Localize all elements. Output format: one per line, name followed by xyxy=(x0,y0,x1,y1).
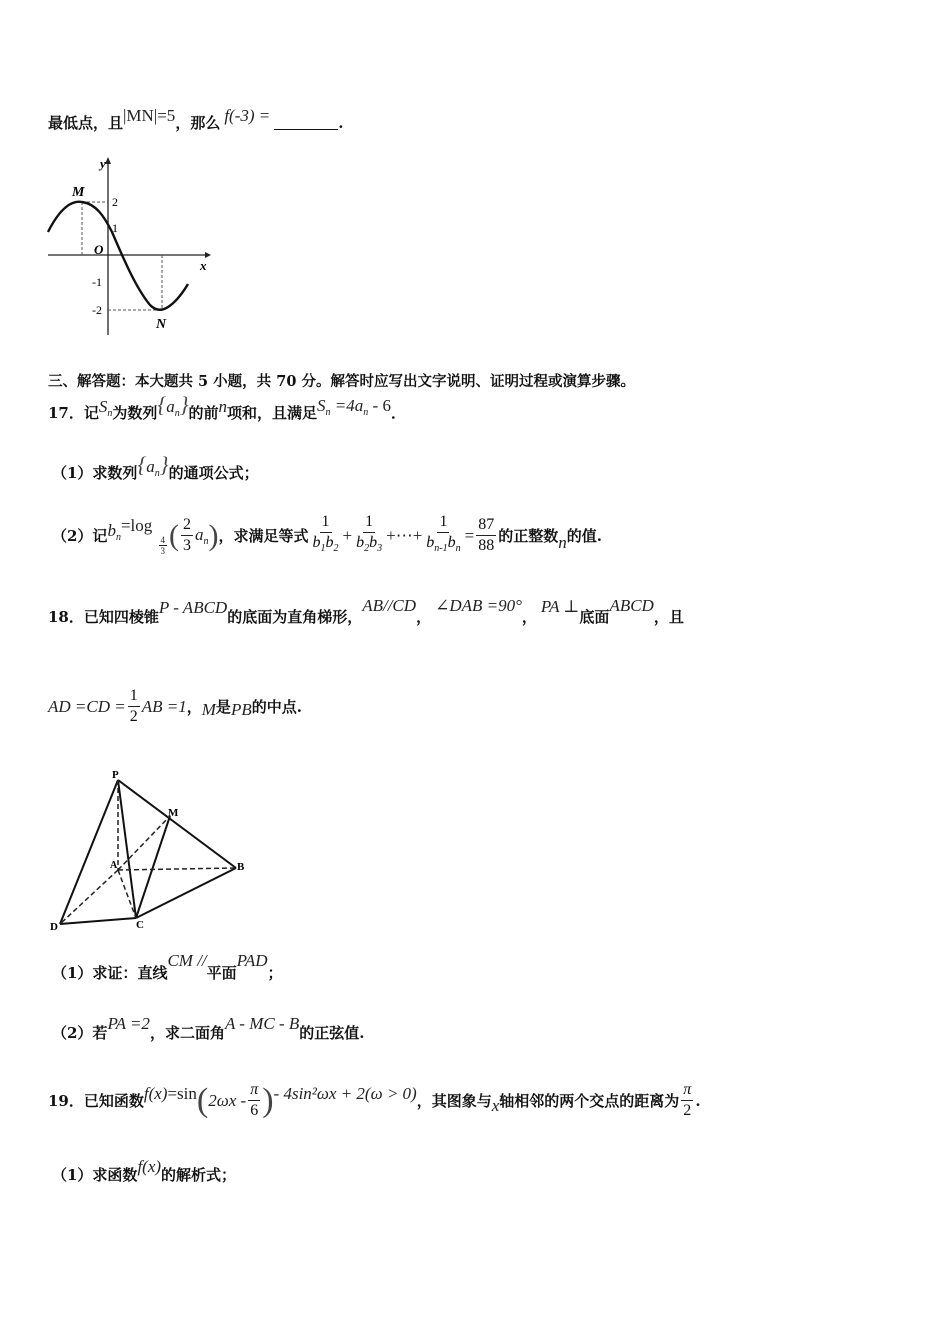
q17-a-sub: n xyxy=(174,408,180,419)
q17-eq xyxy=(317,396,391,418)
q17-eq-s-sub: n xyxy=(325,406,331,418)
x-label: x xyxy=(200,258,207,273)
q19-frac-pi2 xyxy=(681,1080,693,1121)
q18-ab: AB =1 xyxy=(141,696,187,716)
label-b: B xyxy=(237,861,245,873)
q18-perp: PA ⊥ xyxy=(540,596,580,616)
sine-graph xyxy=(40,150,220,345)
q17-p1-brace-l: { xyxy=(137,452,147,477)
q17-n-var: n xyxy=(218,396,228,416)
q18-half-den: 2 xyxy=(129,708,138,725)
q17-frac-b2b3 xyxy=(354,512,384,559)
q18-num: 18．已知四棱锥 xyxy=(48,608,159,626)
q17-log xyxy=(121,515,169,556)
q17-p2-text: ，求满足等式 xyxy=(218,527,309,545)
y-axis-arrow xyxy=(105,157,111,164)
q16-text-2: ，那么 xyxy=(175,114,221,132)
q17-b: b xyxy=(107,520,116,540)
q17-text-2: 的前 xyxy=(188,404,219,422)
q18-stem-2 xyxy=(48,686,302,727)
q17-log-base-num: 4 xyxy=(160,535,165,545)
q18-p1-label: （1）求证：直线 xyxy=(52,964,168,982)
q17-minus6: - 6 xyxy=(372,395,391,415)
q17-paren-r: ) xyxy=(208,518,219,552)
q17-end: ． xyxy=(390,404,406,422)
q19-x: x xyxy=(491,1095,500,1115)
q18-pb: PB xyxy=(230,699,252,719)
q19-p1-label: （1）求函数 xyxy=(52,1166,138,1184)
q17-f3-den: $b_{n-1}b_n$ xyxy=(426,534,461,554)
q17-brace-r: } xyxy=(179,392,189,417)
pyramid-figure xyxy=(44,766,264,936)
q17-eq-s: S xyxy=(317,395,326,415)
tick-2: 2 xyxy=(112,195,118,209)
q17-seq-an xyxy=(157,392,188,419)
q19-paren-l: ( xyxy=(196,1081,209,1119)
q17-f3-num: 1 xyxy=(437,512,449,533)
q17-stem xyxy=(48,392,406,423)
q18-pabcd: P - ABCD xyxy=(158,597,228,617)
q18-p1-mid: 平面 xyxy=(206,964,237,982)
edge-pd xyxy=(60,780,118,924)
q17-log-base xyxy=(159,535,168,556)
q18-half xyxy=(128,686,140,727)
q17-frac-bn1bn xyxy=(424,512,462,559)
q19-p1-fx: f(x) xyxy=(137,1156,162,1176)
q17-f1-den: $b_1b_2$ xyxy=(312,534,339,554)
q17-p2-n: n xyxy=(558,532,567,552)
q17-part2 xyxy=(52,512,602,559)
tick-minus1: -1 xyxy=(92,275,102,289)
q17-p2-label: （2）记 xyxy=(52,527,108,545)
label-m: M xyxy=(168,807,179,819)
q18-p1-end: ； xyxy=(267,964,283,982)
q17-paren-l: ( xyxy=(169,518,179,552)
q18-text-4: ， xyxy=(186,698,202,716)
q17-p2-text2: 的正整数 xyxy=(498,527,559,545)
q19-frac-pi6 xyxy=(248,1080,260,1121)
q17-p1-label: （1）求数列 xyxy=(52,464,138,482)
q18-text-3: ，且 xyxy=(653,608,684,626)
q19-p1-end: 的解析式； xyxy=(161,1166,237,1184)
point-n-label: N xyxy=(156,317,167,332)
q18-text-5: 是 xyxy=(215,698,231,716)
q18-text-2: 底面 xyxy=(579,608,610,626)
q18-comma-1: ， xyxy=(416,608,432,626)
q19-num: 19．已知函数 xyxy=(48,1092,144,1110)
q17-log-eq: =log xyxy=(120,516,153,535)
q16-continuation xyxy=(48,105,344,133)
q19-end: . xyxy=(695,1091,701,1110)
edge-ab xyxy=(118,868,236,870)
q17-plus: + xyxy=(342,525,353,545)
q17-p2-end: 的值. xyxy=(566,527,602,545)
q17-dots: +⋯+ xyxy=(386,525,423,545)
q19-pi: π xyxy=(248,1080,260,1101)
q19-pi2-num: π xyxy=(681,1080,693,1101)
q18-amcb: A - MC - B xyxy=(224,1013,300,1033)
q17-p1-a-sub: n xyxy=(154,468,160,479)
answer-blank xyxy=(274,115,338,130)
q18-m: M xyxy=(201,699,216,719)
q18-part1 xyxy=(52,950,283,983)
q17-an-in-log xyxy=(195,525,209,547)
q18-text-6: 的中点. xyxy=(251,698,302,716)
q18-part2 xyxy=(52,1013,365,1043)
q18-p2-end: 的正弦值. xyxy=(299,1024,365,1042)
q17-log-a-sub: n xyxy=(203,535,209,547)
sine-curve xyxy=(48,202,188,310)
q19-part1 xyxy=(52,1156,237,1185)
f-minus3-expression: f(-3) = xyxy=(224,105,271,125)
q18-half-num: 1 xyxy=(128,686,140,707)
q17-a: a xyxy=(166,397,175,416)
q17-log-base-den: 3 xyxy=(160,546,165,556)
q19-text-2: 轴相邻的两个交点的距离为 xyxy=(499,1092,680,1110)
q19-rest: - 4sin²ωx + 2(ω > 0) xyxy=(273,1083,417,1103)
q17-f87: 87 xyxy=(476,515,496,536)
point-m-label: M xyxy=(72,185,85,200)
q17-brace-l: { xyxy=(157,392,167,417)
section3-heading: 三、解答题：本大题共 5 小题，共 70 分。解答时应写出文字说明、证明过程或演算步骤。 xyxy=(48,373,635,390)
q19-eq-sin: =sin xyxy=(167,1083,197,1103)
tick-1: 1 xyxy=(112,221,118,235)
q18-parallel: AB//CD xyxy=(362,595,417,615)
q17-eq-a-sub: n xyxy=(363,406,369,418)
q18-pad: PAD xyxy=(236,950,268,970)
q19-pi2-den: 2 xyxy=(683,1102,692,1119)
q18-abcd: ABCD xyxy=(609,595,654,615)
q17-text-3: 项和，且满足 xyxy=(227,404,318,422)
label-p: P xyxy=(112,769,119,781)
q17-f2-num: 1 xyxy=(363,512,375,533)
q18-cm: CM // xyxy=(167,950,207,970)
edge-pb xyxy=(118,780,236,868)
mn-expression: |MN|=5 xyxy=(123,105,176,125)
q18-ad-cd: AD =CD = xyxy=(48,696,126,716)
label-c: C xyxy=(136,919,144,931)
q17-text-1: 为数列 xyxy=(112,404,158,422)
edge-ad xyxy=(60,870,118,924)
q18-pa2: PA =2 xyxy=(107,1013,150,1033)
q17-p1-seq xyxy=(137,452,168,479)
q17-eq-sign: = xyxy=(464,525,475,545)
q17-p1-brace-r: } xyxy=(159,452,169,477)
q18-p2-mid: ，求二面角 xyxy=(149,1024,225,1042)
q19-text-1: ，其图象与 xyxy=(416,1092,492,1110)
q17-sn xyxy=(99,397,113,419)
origin-label: O xyxy=(94,242,104,257)
q17-frac-87-88 xyxy=(476,515,496,556)
q17-b-sub: n xyxy=(115,531,121,543)
q17-frac-num: 2 xyxy=(181,515,193,536)
q17-s-sub: n xyxy=(107,407,113,419)
q17-frac-2-3 xyxy=(181,515,193,556)
q17-frac-den: 3 xyxy=(183,537,191,554)
q19-stem xyxy=(48,1080,701,1121)
q17-frac-b1b2 xyxy=(311,512,341,559)
q17-s: S xyxy=(98,396,108,416)
q17-f1-num: 1 xyxy=(320,512,332,533)
q16-end: . xyxy=(338,113,344,132)
q17-bn xyxy=(107,521,121,543)
tick-minus2: -2 xyxy=(92,303,102,317)
q19-six: 6 xyxy=(250,1102,259,1119)
edge-dc xyxy=(60,918,136,924)
q19-paren-r: ) xyxy=(262,1081,274,1119)
q18-angle: ∠DAB =90° xyxy=(435,595,522,615)
label-d: D xyxy=(50,921,58,933)
q19-inner: 2ωx - xyxy=(208,1090,247,1110)
edge-pc xyxy=(118,780,136,918)
q17-f2-den: $b_2b_3$ xyxy=(356,534,383,554)
y-label: y xyxy=(100,156,106,171)
q18-stem xyxy=(48,595,684,627)
label-a: A xyxy=(110,860,118,871)
q17-num: 17．记 xyxy=(48,404,99,422)
q17-log-a: a xyxy=(195,524,204,544)
q18-text-1: 的底面为直角梯形， xyxy=(227,608,363,626)
q16-text-1: 最低点，且 xyxy=(48,114,124,132)
q18-comma-2: ， xyxy=(521,608,537,626)
q17-eq-rhs: =4a xyxy=(334,395,364,415)
q17-p1-text: 的通项公式； xyxy=(168,464,259,482)
q17-p1-a: a xyxy=(146,457,155,476)
q17-f88: 88 xyxy=(478,537,495,554)
q19-fx: f(x) xyxy=(143,1083,168,1103)
q18-p2-label: （2）若 xyxy=(52,1024,108,1042)
q17-part1 xyxy=(52,452,259,483)
